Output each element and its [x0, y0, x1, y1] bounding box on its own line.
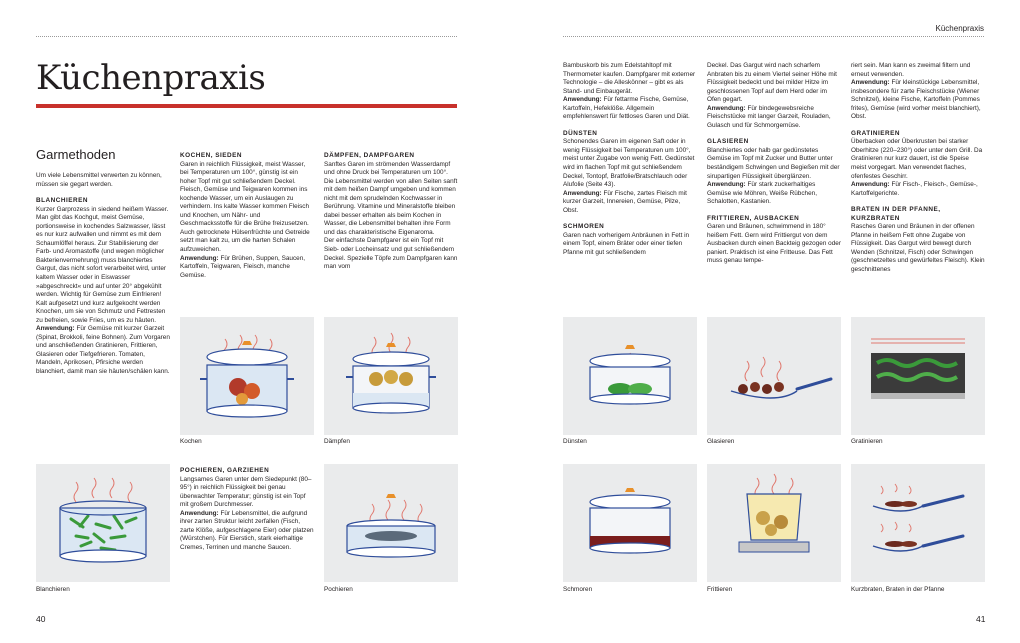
figure-caption: Dünsten: [563, 438, 587, 445]
text-daempfen-cont: Bambuskorb bis zum Edelstahltopf mit Thermometer kaufen. Dampfgarer mit externer Technologie – die Alleskönner – gibt es als Stand- und Einbaugerät.: [563, 62, 696, 95]
figure-caption: Frittieren: [707, 586, 733, 593]
figure-caption: Blanchieren: [36, 586, 70, 593]
column-garmethoden: [36, 147, 170, 377]
column-kochen: [180, 152, 314, 280]
use-kochen: Anwendung: Für Brühen, Suppen, Saucen, Kartoffeln, Teigwaren, Fleisch, manche Gemüse.: [180, 254, 306, 279]
top-dotted-rule: [563, 36, 984, 37]
figure-caption: Pochieren: [324, 586, 353, 593]
figure-frittieren: [707, 464, 841, 582]
text-kochen: Garen in reichlich Flüssigkeit, meist Wasser, bei Temperaturen um 100°, günstig ist ein hoher Topf mit gut schließendem Deckel.: [180, 160, 306, 185]
heading-gratinieren: GRATINIEREN: [851, 129, 901, 137]
figure-kurzbraten: [851, 464, 985, 582]
page-number-left: 40: [36, 614, 46, 624]
figure-duensten: [563, 317, 697, 435]
pot-boiling-illustration: [180, 317, 314, 435]
gratin-dish-illustration: [851, 317, 985, 435]
section-title: Garmethoden: [36, 147, 116, 162]
intro-text: Um viele Lebensmittel verwerten zu können, müssen sie gegart werden.: [36, 172, 162, 188]
heading-braten: BRATEN IN DER PFANNE, KURZBRATEN: [851, 206, 941, 222]
use-daempfen: Anwendung: Für fettarme Fische, Gemüse, Kartoffeln, Hefeklöße. Allgemein empfehlenswert für fettloses Garen und Diät.: [563, 96, 690, 121]
blanching-pot-illustration: [36, 464, 170, 582]
heading-frittieren: FRITTIEREN, AUSBACKEN: [707, 214, 800, 222]
text-schmoren: Garen nach vorherigem Anbräunen in Fett in einem Topf, einem Bräter oder einer tiefen Pfanne mit gut schließendem: [563, 231, 690, 256]
use-blanchieren: Anwendung: Für Gemüse mit kurzer Garzeit (Spinat, Brokkoli, feine Bohnen). Zum Vorgaren und anschließenden Gratinieren, Frittieren, Glasieren oder Tiefgefrieren. Tomaten, Mandeln, Aprikosen, Pfirsiche werden blanchiert, damit man sie häuten/schälen kann.: [36, 325, 170, 376]
heading-schmoren: SCHMOREN: [563, 223, 605, 231]
use-duensten: Anwendung: Für Fische, zartes Fleisch mit kurzer Garzeit, Innereien, Gemüse, Pilze, Obst.: [563, 189, 687, 214]
heading-kochen: KOCHEN, SIEDEN: [180, 152, 243, 159]
text-daempfen: Sanftes Garen im strömenden Wasserdampf und ohne Druck bei Temperaturen um 100°. Die Lebensmittel werden von allen Seiten sanft mit dem heißen Dampf umgeben und kommen nicht mit dem sprudelnden Kochwasser in Berührung. Vitamine und Mineralstoffe bleiben dabei besser erhalten als beim Kochen in Wasser, die Lebensmittel behalten ihre Form und das charakteristische Eigenaroma.: [324, 160, 458, 236]
figure-gratinieren: [851, 317, 985, 435]
text-kochen-2: Fleisch, Gemüse und Teigwaren kommen ins kochende Wasser, um ein Auslaugen zu verhindern. Ins kalte Wasser kommen Fleisch und Knochen, um Nähr- und Geschmacksstoffe für die Brühe freizusetzen. Auch getrocknete Hülsenfrüchte und Getreide setzt man kalt zu, um die harten Schalen aufzuweichen.: [180, 186, 310, 254]
text-schmoren-cont: Deckel. Das Gargut wird nach scharfem Anbraten bis zu einem Viertel seiner Höhe mit Flüssigkeit bedeckt und bei milder Hitze im geschlossenen Topf auf dem Herd oder im Ofen gegart.: [707, 62, 837, 104]
right-page: [510, 0, 1020, 643]
use-gratinieren: Anwendung: Für Fisch-, Fleisch-, Gemüse-, Kartoffelgerichte.: [851, 181, 978, 197]
heading-blanchieren: BLANCHIEREN: [36, 197, 89, 205]
column-pochieren: [180, 467, 314, 552]
title-rule: [36, 104, 457, 108]
text-frittieren: Garen und Bräunen, schwimmend in 180° heißem Fett. Gern wird Frittiergut von dem Ausbacken durch einen Backteig gezogen oder paniert. Praktisch ist eine Fritteuse. Das Fett muss genau tempe-: [707, 223, 841, 265]
text-daempfen-2: Der einfachste Dampfgarer ist ein Topf mit Sieb- oder Locheinsatz und gut schließendem Deckel. Spezielle Töpfe zum Dampfgaren kann man vom: [324, 237, 458, 271]
figure-daempfen: [324, 317, 458, 435]
running-header: Küchenpraxis: [935, 24, 984, 33]
column-gratinieren: [851, 62, 985, 275]
heading-daempfen: DÄMPFEN, DAMPFGAREN: [324, 152, 415, 159]
use-glasieren: Anwendung: Für stark zuckerhaltiges Gemüse wie Möhren, Weiße Rübchen, Schalotten, Kastanien.: [707, 181, 817, 206]
poaching-pan-illustration: [324, 464, 458, 582]
heading-pochieren: POCHIEREN, GARZIEHEN: [180, 467, 270, 474]
steamer-illustration: [324, 317, 458, 435]
heading-duensten: DÜNSTEN: [563, 129, 598, 137]
figure-caption: Gratinieren: [851, 438, 883, 445]
column-daempfen: [324, 152, 458, 272]
figure-pochieren: [324, 464, 458, 582]
figure-caption: Kochen: [180, 438, 202, 445]
text-pochieren: Langsames Garen unter dem Siedepunkt (80–95°) in reichlich Flüssigkeit bei genau überwachter Temperatur; günstig ist ein Topf mit großem Durchmesser.: [180, 475, 312, 509]
use-schmoren: Anwendung: Für bindegewebsreiche Fleischstücke mit langer Garzeit, Rouladen, Gulasch und für Schmorgemüse.: [707, 104, 831, 129]
column-duensten: [563, 62, 697, 257]
text-frittieren-cont: riert sein. Man kann es zweimal filtern und erneut verwenden.: [851, 62, 971, 78]
figure-glasieren: [707, 317, 841, 435]
figure-caption: Dämpfen: [324, 438, 350, 445]
figure-caption: Schmoren: [563, 586, 593, 593]
use-pochieren: Anwendung: Für Lebensmittel, die aufgrund ihrer zarten Struktur leicht zerfallen (Fisch, zarte Klöße, aufgeschlagene Eier) oder platzen (Würstchen). Für Eierstich, stark eierhaltige Cremes, Terrinen und manche Saucen.: [180, 509, 314, 551]
text-blanchieren: Kurzer Garprozess in siedend heißem Wasser. Man gibt das Kochgut, meist Gemüse, portionsweise in kochendes Salzwasser, lässt es nur kurz aufwallen und nimmt es mit dem Schaumlöffel heraus. Zur Stabilisierung der Farb- und Aromastoffe (und wegen möglicher Bakterienvermehrung) muss blanchiertes Gargut, das nicht sofort verarbeitet wird, unter kaltem Wasser oder in Eiswasser »abgeschreckt« und auf unter 20° abgekühlt werden. Wichtig für Gemüse zum Einfrieren!: [36, 205, 169, 299]
text-duensten: Schonendes Garen im eigenen Saft oder in wenig Flüssigkeit bei Temperaturen um 100°, meist unter Zugabe von wenig Fett. Gedünstet wird im flachen Topf mit gut schließendem Deckel, Tontopf, Bratfolie/Bratschlauch oder Alufolie (Seite 43).: [563, 138, 695, 189]
text-gratinieren: Überbacken oder Überkrusten bei starker Oberhitze (220–230°) oder unter dem Grill. Da Gratinieren nur kurz dauert, ist die Speise meist vorgegart. Man verwendet flaches, ofenfestes Geschirr.: [851, 138, 983, 180]
glazing-pan-illustration: [707, 317, 841, 435]
frying-pans-illustration: [851, 464, 985, 582]
use-frittieren: Anwendung: Für kleinstückige Lebensmittel, insbesondere für zarte Fleischstücke (Wiener Schnitzel), kleine Fische, Kartoffeln (Pommes frites), Gemüse (wird vorher meist blanchiert), Obst.: [851, 79, 981, 121]
heading-glasieren: GLASIEREN: [707, 138, 749, 146]
figure-caption: Kurzbraten, Braten in der Pfanne: [851, 586, 945, 593]
stewing-pot-illustration: [563, 317, 697, 435]
figure-kochen: [180, 317, 314, 435]
text-braten: Rasches Garen und Bräunen in der offenen Pfanne in heißem Fett ohne Zugabe von Flüssigkeit. Das Gargut wird bewegt durch Wenden (Schnitzel, Fisch) oder Schwingen (geschnetzeltes und gewürfeltes Fleisch). Klein geschnittenes: [851, 223, 985, 274]
column-glasieren: [707, 62, 841, 266]
figure-schmoren: [563, 464, 697, 582]
deep-fryer-illustration: [707, 464, 841, 582]
page-number-right: 41: [976, 614, 986, 624]
braising-pot-illustration: [563, 464, 697, 582]
page-title: Küchenpraxis: [36, 58, 266, 98]
figure-blanchieren: [36, 464, 170, 582]
top-dotted-rule: [36, 36, 457, 37]
text-glasieren: Blanchiertes oder halb gar gedünstetes Gemüse im Topf mit Zucker und Butter unter beständigem Schwingen und Begießen mit der sirupartigen Flüssigkeit überglänzen.: [707, 146, 840, 180]
figure-caption: Glasieren: [707, 438, 735, 445]
text-blanchieren-2: Kalt aufgesetzt und kurz aufgekocht werden Knochen, um sie von Schmutz und Fettresten zu befreien, sowie Fries, um es zu häuten.: [36, 299, 166, 324]
